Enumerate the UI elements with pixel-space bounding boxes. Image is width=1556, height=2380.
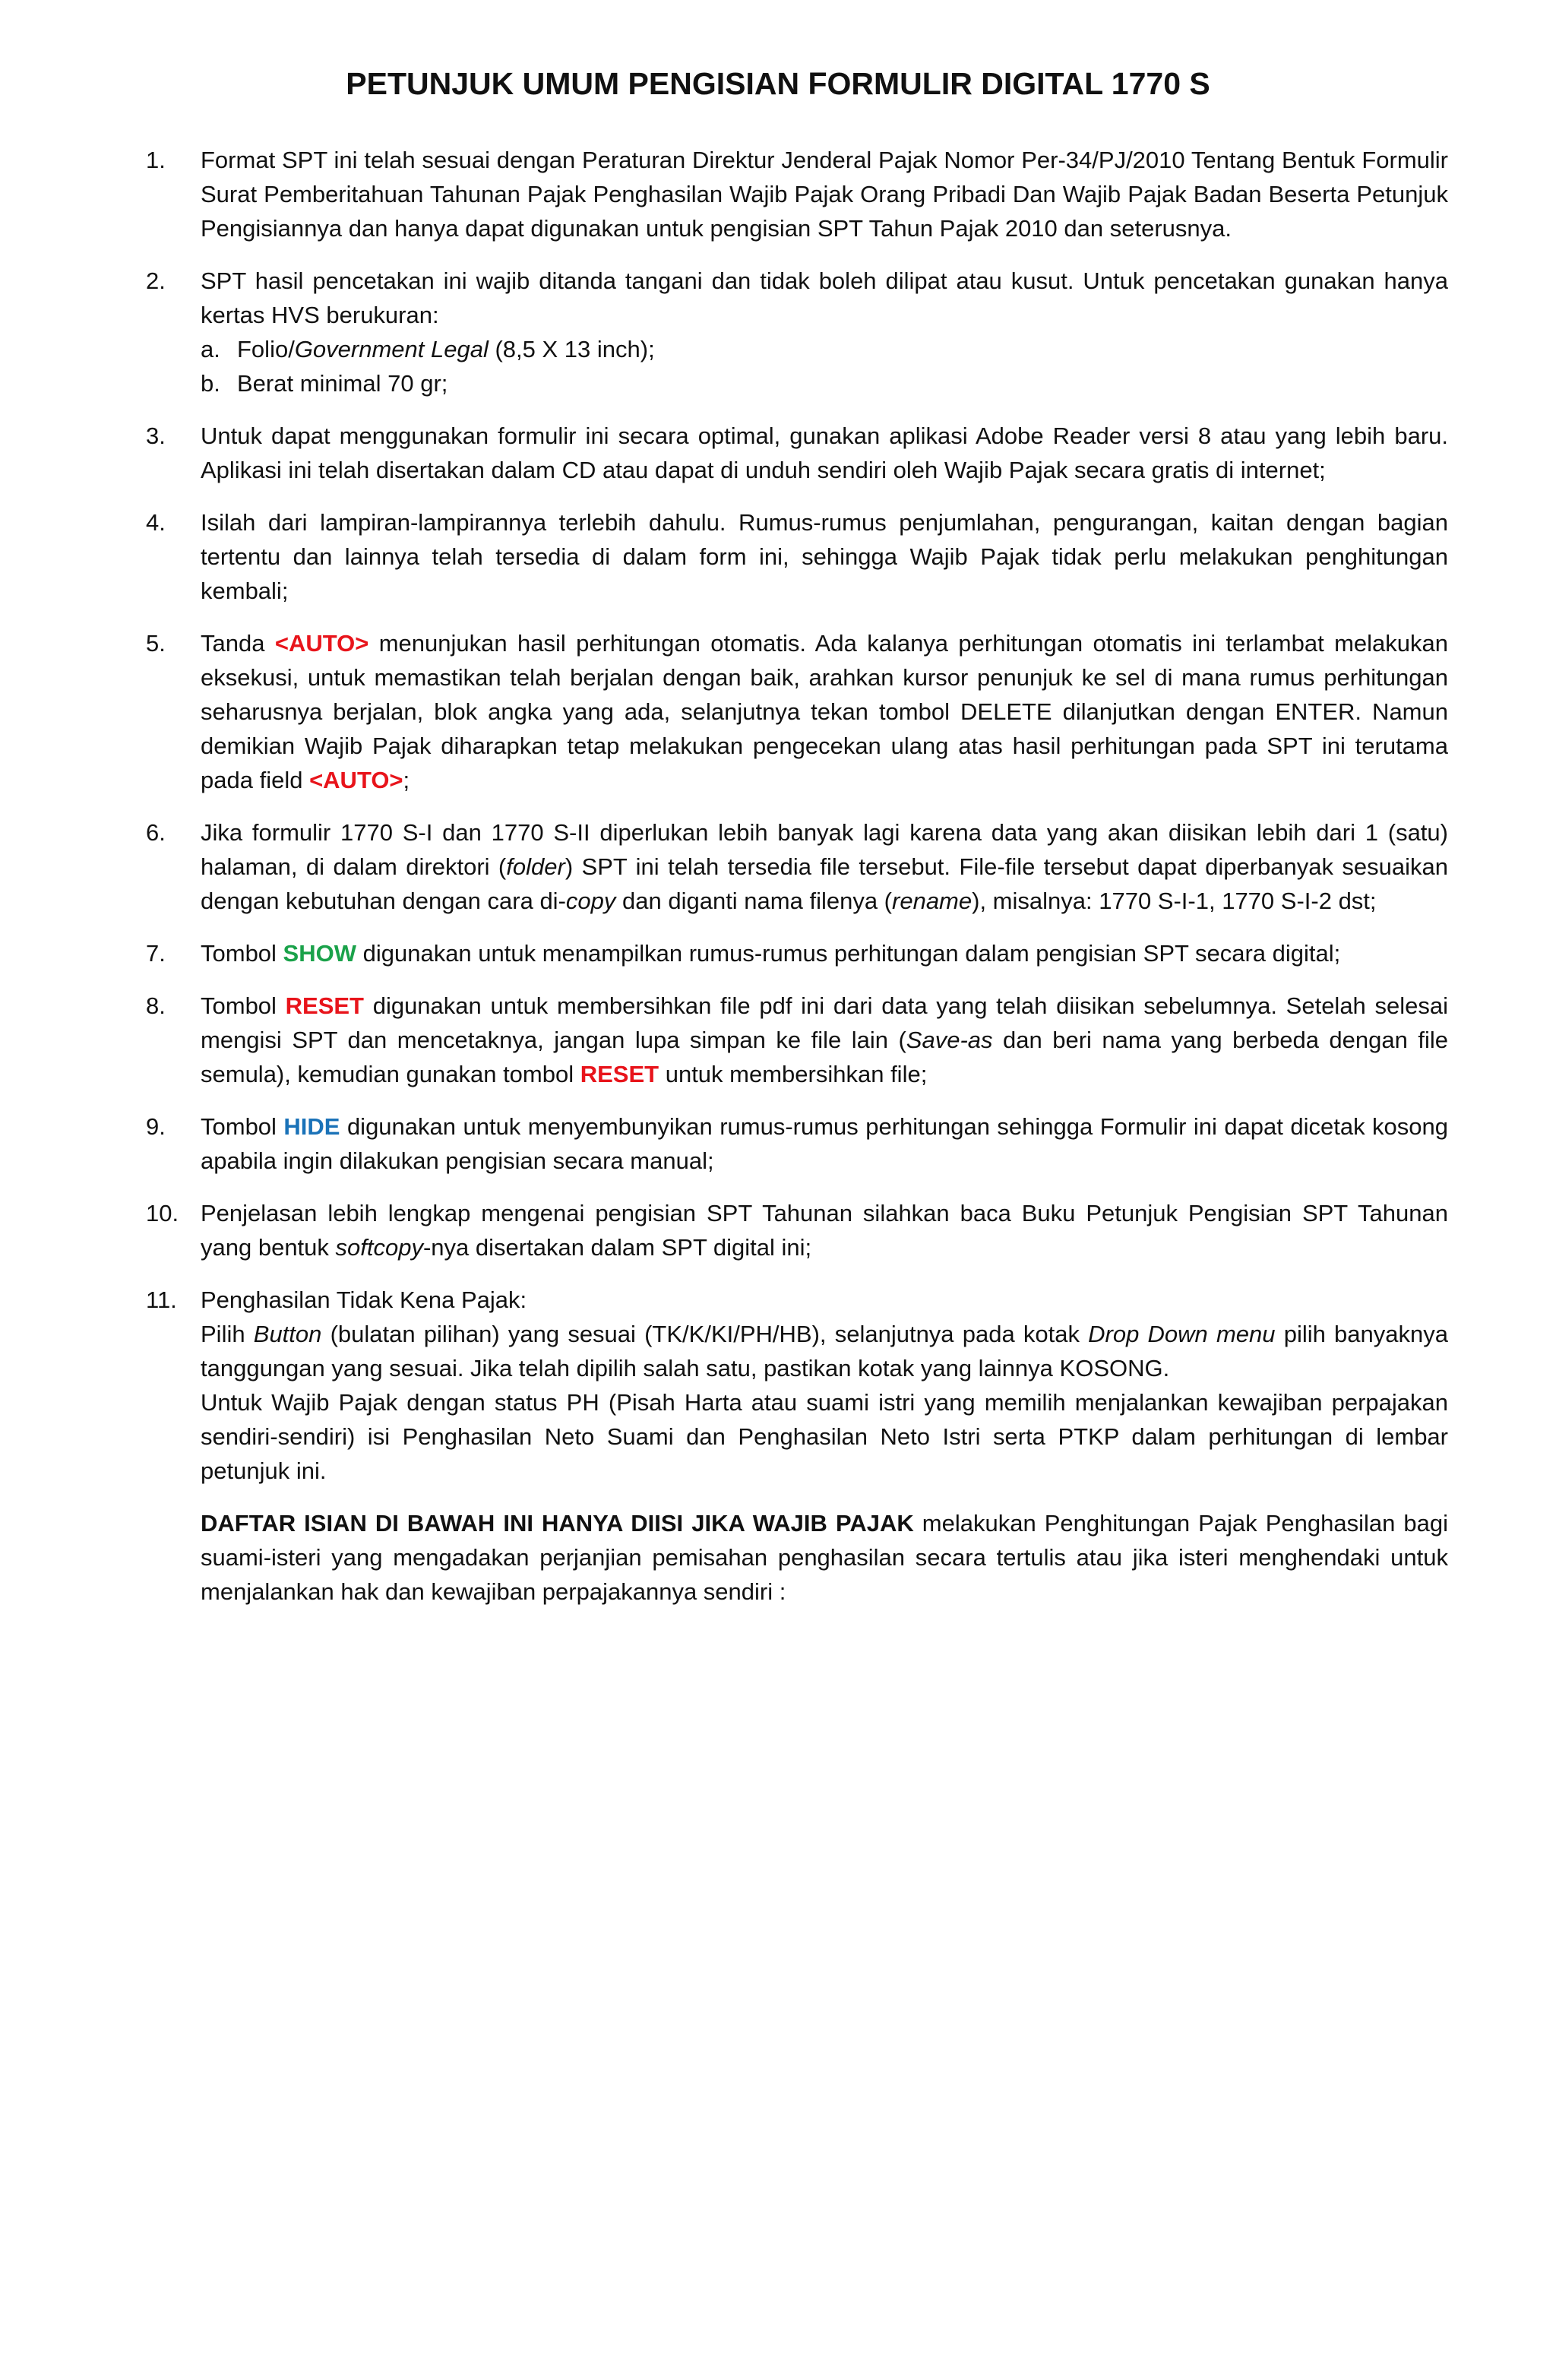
list-item: [146, 626, 1448, 797]
item-number: 1.: [146, 147, 166, 173]
list-item: [146, 143, 1448, 245]
item-text: Format SPT ini telah sesuai dengan Peraturan Direktur Jenderal Pajak Nomor Per-34/PJ/2010 Tentang Bentuk Formulir Surat Pemberitahuan Tahunan Pajak Penghasilan Wajib Pajak Orang Pribadi Dan Wajib Pajak Badan Beserta Petunjuk Pengisiannya dan hanya dapat digunakan untuk pengisian SPT Tahun Pajak 2010 dan seterusnya.: [201, 147, 1448, 242]
item-number: 3.: [146, 423, 166, 449]
instruction-list: [146, 143, 1448, 1627]
page-title: PETUNJUK UMUM PENGISIAN FORMULIR DIGITAL 1770 S: [346, 66, 1210, 101]
item-number: 2.: [146, 267, 166, 294]
item-text: Pilih Button (bulatan pilihan) yang sesuai (TK/K/KI/PH/HB), selanjutnya pada kotak Drop Down menu pilih banyaknya tanggungan yang sesuai. Jika telah dipilih salah satu, pastikan kotak yang lainnya KOSONG.: [201, 1321, 1448, 1381]
item-text: Untuk dapat menggunakan formulir ini secara optimal, gunakan aplikasi Adobe Reader versi 8 atau yang lebih baru. Aplikasi ini telah disertakan dalam CD atau dapat di unduh sendiri oleh Wajib Pajak secara gratis di internet;: [201, 423, 1448, 483]
auto-keyword: <AUTO>: [309, 767, 403, 793]
item-text: Penjelasan lebih lengkap mengenai pengisian SPT Tahunan silahkan baca Buku Petunjuk Pengisian SPT Tahunan yang bentuk softcopy-nya disertakan dalam SPT digital ini;: [201, 1200, 1448, 1261]
item-text: Untuk Wajib Pajak dengan status PH (Pisah Harta atau suami istri yang memilih menjalankan kewajiban perpajakan sendiri-sendiri) isi Penghasilan Neto Suami dan Penghasilan Neto Istri serta PTKP dalam perhitungan di lembar petunjuk ini.: [201, 1389, 1448, 1484]
sub-item-letter: a.: [201, 336, 220, 362]
list-item: [146, 1283, 1448, 1609]
item-text: Tombol SHOW digunakan untuk menampilkan rumus-rumus perhitungan dalam pengisian SPT secara digital;: [201, 940, 1341, 967]
show-keyword: SHOW: [283, 940, 356, 967]
sub-item-text: (8,5 X 13 inch);: [488, 336, 655, 362]
reset-keyword: RESET: [580, 1061, 659, 1087]
sub-item: [201, 332, 1448, 366]
sub-item-text: Folio/: [237, 336, 295, 362]
item-number: 8.: [146, 992, 166, 1019]
item-number: 6.: [146, 819, 166, 846]
list-item: [146, 815, 1448, 918]
bold-notice: DAFTAR ISIAN DI BAWAH INI HANYA DIISI JIKA WAJIB PAJAK: [201, 1510, 914, 1537]
list-item: [146, 419, 1448, 487]
sub-item-text: Berat minimal 70 gr;: [237, 370, 448, 397]
item-heading: Penghasilan Tidak Kena Pajak:: [201, 1287, 527, 1313]
item-number: 11.: [146, 1287, 177, 1313]
sub-item-italic: Government Legal: [294, 336, 489, 362]
reset-keyword: RESET: [285, 992, 364, 1019]
item-text: Isilah dari lampiran-lampirannya terlebih dahulu. Rumus-rumus penjumlahan, pengurangan, kaitan dengan bagian tertentu dan lainnya telah tersedia di dalam form ini, sehingga Wajib Pajak tidak perlu melakukan penghitungan kembali;: [201, 509, 1448, 604]
sub-item-letter: b.: [201, 370, 220, 397]
list-item: [146, 1109, 1448, 1178]
item-number: 9.: [146, 1113, 166, 1140]
item-number: 10.: [146, 1200, 179, 1226]
list-item: [146, 505, 1448, 608]
item-text: Tombol HIDE digunakan untuk menyembunyikan rumus-rumus perhitungan sehingga Formulir ini dapat dicetak kosong apabila ingin dilakukan pengisian secara manual;: [201, 1113, 1448, 1174]
item-number: 5.: [146, 630, 166, 657]
item-text: SPT hasil pencetakan ini wajib ditanda tangani dan tidak boleh dilipat atau kusut. Untuk pencetakan gunakan hanya kertas HVS berukuran:: [201, 267, 1448, 328]
item-text: Tombol RESET digunakan untuk membersihkan file pdf ini dari data yang telah diisikan sebelumnya. Setelah selesai mengisi SPT dan mencetaknya, jangan lupa simpan ke file lain (Save-as dan beri nama yang berbeda dengan file semula), kemudian gunakan tombol RESET untuk membersihkan file;: [201, 992, 1448, 1087]
item-text: DAFTAR ISIAN DI BAWAH INI HANYA DIISI JIKA WAJIB PAJAK melakukan Penghitungan Pajak Penghasilan bagi suami-isteri yang mengadakan perjanjian pemisahan penghasilan secara tertulis atau jika isteri menghendaki untuk menjalankan hak dan kewajiban perpajakannya sendiri :: [201, 1510, 1448, 1605]
list-item: [146, 936, 1448, 970]
list-item: [146, 989, 1448, 1091]
hide-keyword: HIDE: [283, 1113, 340, 1140]
item-text: Tanda <AUTO> menunjukan hasil perhitungan otomatis. Ada kalanya perhitungan otomatis ini terlambat melakukan eksekusi, untuk memastikan telah berjalan dengan baik, arahkan kursor penunjuk ke sel di mana rumus perhitungan seharusnya berjalan, blok angka yang ada, selanjutnya tekan tombol DELETE dilanjutkan dengan ENTER. Namun demikian Wajib Pajak diharapkan tetap melakukan pengecekan ulang atas hasil perhitungan pada SPT ini terutama pada field <AUTO>;: [201, 630, 1448, 793]
list-item: [146, 264, 1448, 400]
item-number: 7.: [146, 940, 166, 967]
sub-item: [201, 366, 1448, 400]
item-text: Jika formulir 1770 S-I dan 1770 S-II diperlukan lebih banyak lagi karena data yang akan diisikan lebih dari 1 (satu) halaman, di dalam direktori (folder) SPT ini telah tersedia file tersebut. File-file tersebut dapat diperbanyak sesuaikan dengan kebutuhan dengan cara di-copy dan diganti nama filenya (rename), misalnya: 1770 S-I-1, 1770 S-I-2 dst;: [201, 819, 1448, 914]
auto-keyword: <AUTO>: [274, 630, 369, 657]
item-number: 4.: [146, 509, 166, 536]
list-item: [146, 1196, 1448, 1264]
